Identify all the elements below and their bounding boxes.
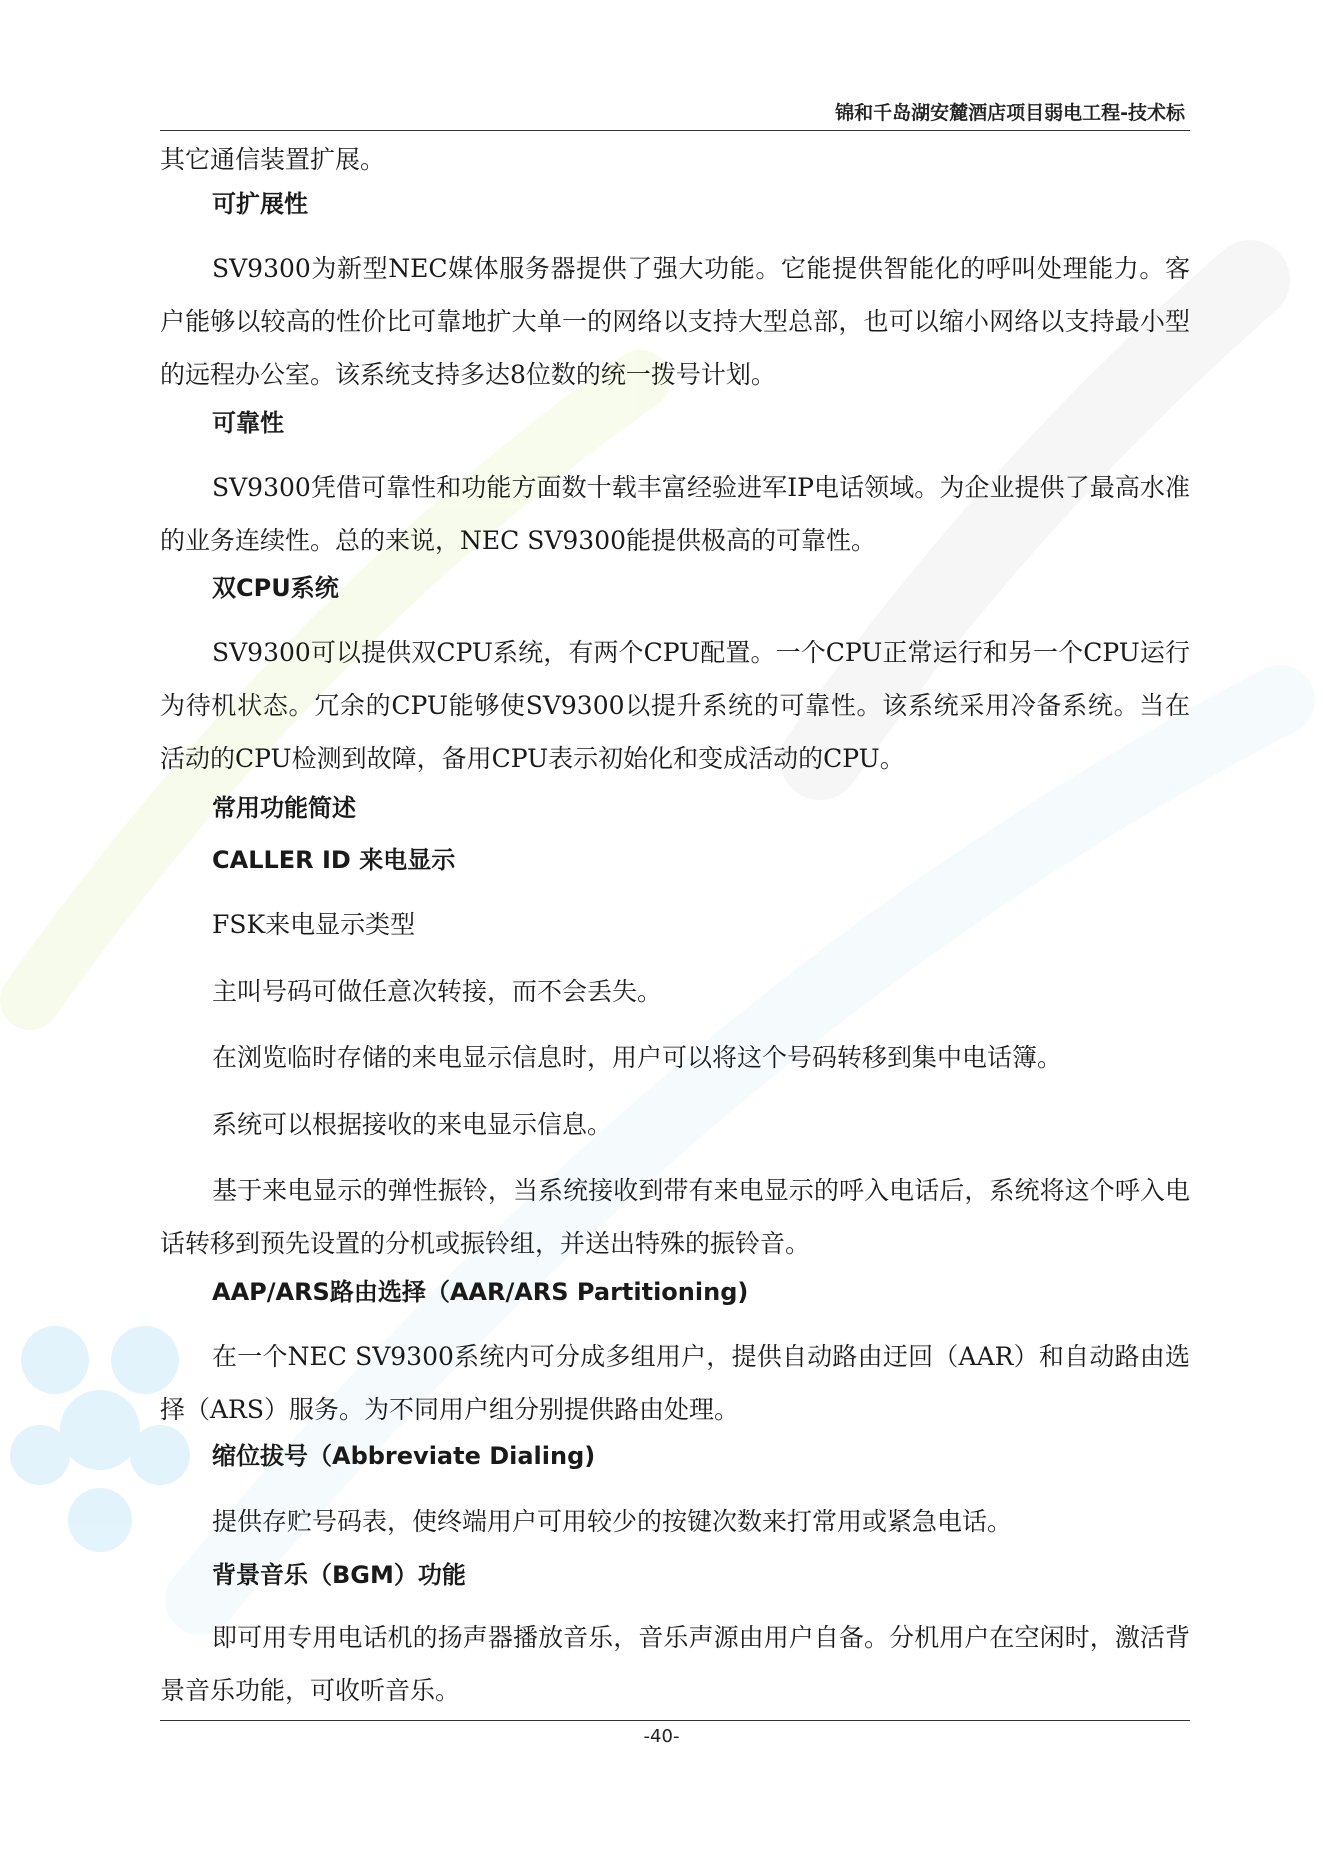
header-title: 锦和千岛湖安麓酒店项目弱电工程-技术标 xyxy=(835,102,1185,124)
section-heading: 双CPU系统 xyxy=(212,574,339,602)
header-rule xyxy=(160,130,1190,131)
section-heading: 背景音乐（BGM）功能 xyxy=(212,1561,466,1589)
footer-rule xyxy=(160,1720,1190,1721)
text-line: 提供存贮号码表，使终端用户可用较少的按键次数来打常用或紧急电话。 xyxy=(212,1507,1013,1536)
paragraph: 基于来电显示的弹性振铃，当系统接收到带有来电显示的呼入电话后，系统将这个呼入电话转移到预先设置的分机或振铃组，并送出特殊的振铃音。 xyxy=(160,1176,1190,1258)
paragraph: SV9300可以提供双CPU系统，有两个CPU配置。一个CPU正常运行和另一个CPU运行为待机状态。冗余的CPU能够使SV9300以提升系统的可靠性。该系统采用冷备系统。当在活动的CPU检测到故障，备用CPU表示初始化和变成活动的CPU。 xyxy=(160,638,1190,773)
section-heading: CALLER ID 来电显示 xyxy=(212,846,456,874)
text-line: 在浏览临时存储的来电显示信息时，用户可以将这个号码转移到集中电话簿。 xyxy=(212,1043,1063,1072)
section-heading: AAP/ARS路由选择（AAR/ARS Partitioning) xyxy=(212,1278,749,1306)
text-line: 系统可以根据接收的来电显示信息。 xyxy=(212,1110,613,1139)
paragraph: SV9300为新型NEC媒体服务器提供了强大功能。它能提供智能化的呼叫处理能力。客户能够以较高的性价比可靠地扩大单一的网络以支持大型总部，也可以缩小网络以支持最小型的远程办公室。该系统支持多达8位数的统一拨号计划。 xyxy=(160,254,1190,389)
section-heading: 缩位拔号（Abbreviate Dialing) xyxy=(212,1442,596,1470)
section-heading: 可扩展性 xyxy=(212,190,308,218)
text-line: 主叫号码可做任意次转接，而不会丢失。 xyxy=(212,977,663,1006)
page-number: -40- xyxy=(643,1726,680,1747)
paragraph: 即可用专用电话机的扬声器播放音乐，音乐声源由用户自备。分机用户在空闲时，激活背景音乐功能，可收听音乐。 xyxy=(160,1623,1190,1705)
text-line: FSK来电显示类型 xyxy=(212,910,416,939)
paragraph: SV9300凭借可靠性和功能方面数十载丰富经验进军IP电话领域。为企业提供了最高水准的业务连续性。总的来说，NEC SV9300能提供极高的可靠性。 xyxy=(160,473,1190,555)
paragraph: 其它通信装置扩展。 xyxy=(160,145,386,174)
section-heading: 可靠性 xyxy=(212,409,284,437)
paragraph: 在一个NEC SV9300系统内可分成多组用户，提供自动路由迂回（AAR）和自动路由选择（ARS）服务。为不同用户组分别提供路由处理。 xyxy=(160,1342,1190,1424)
section-heading: 常用功能简述 xyxy=(212,794,356,822)
